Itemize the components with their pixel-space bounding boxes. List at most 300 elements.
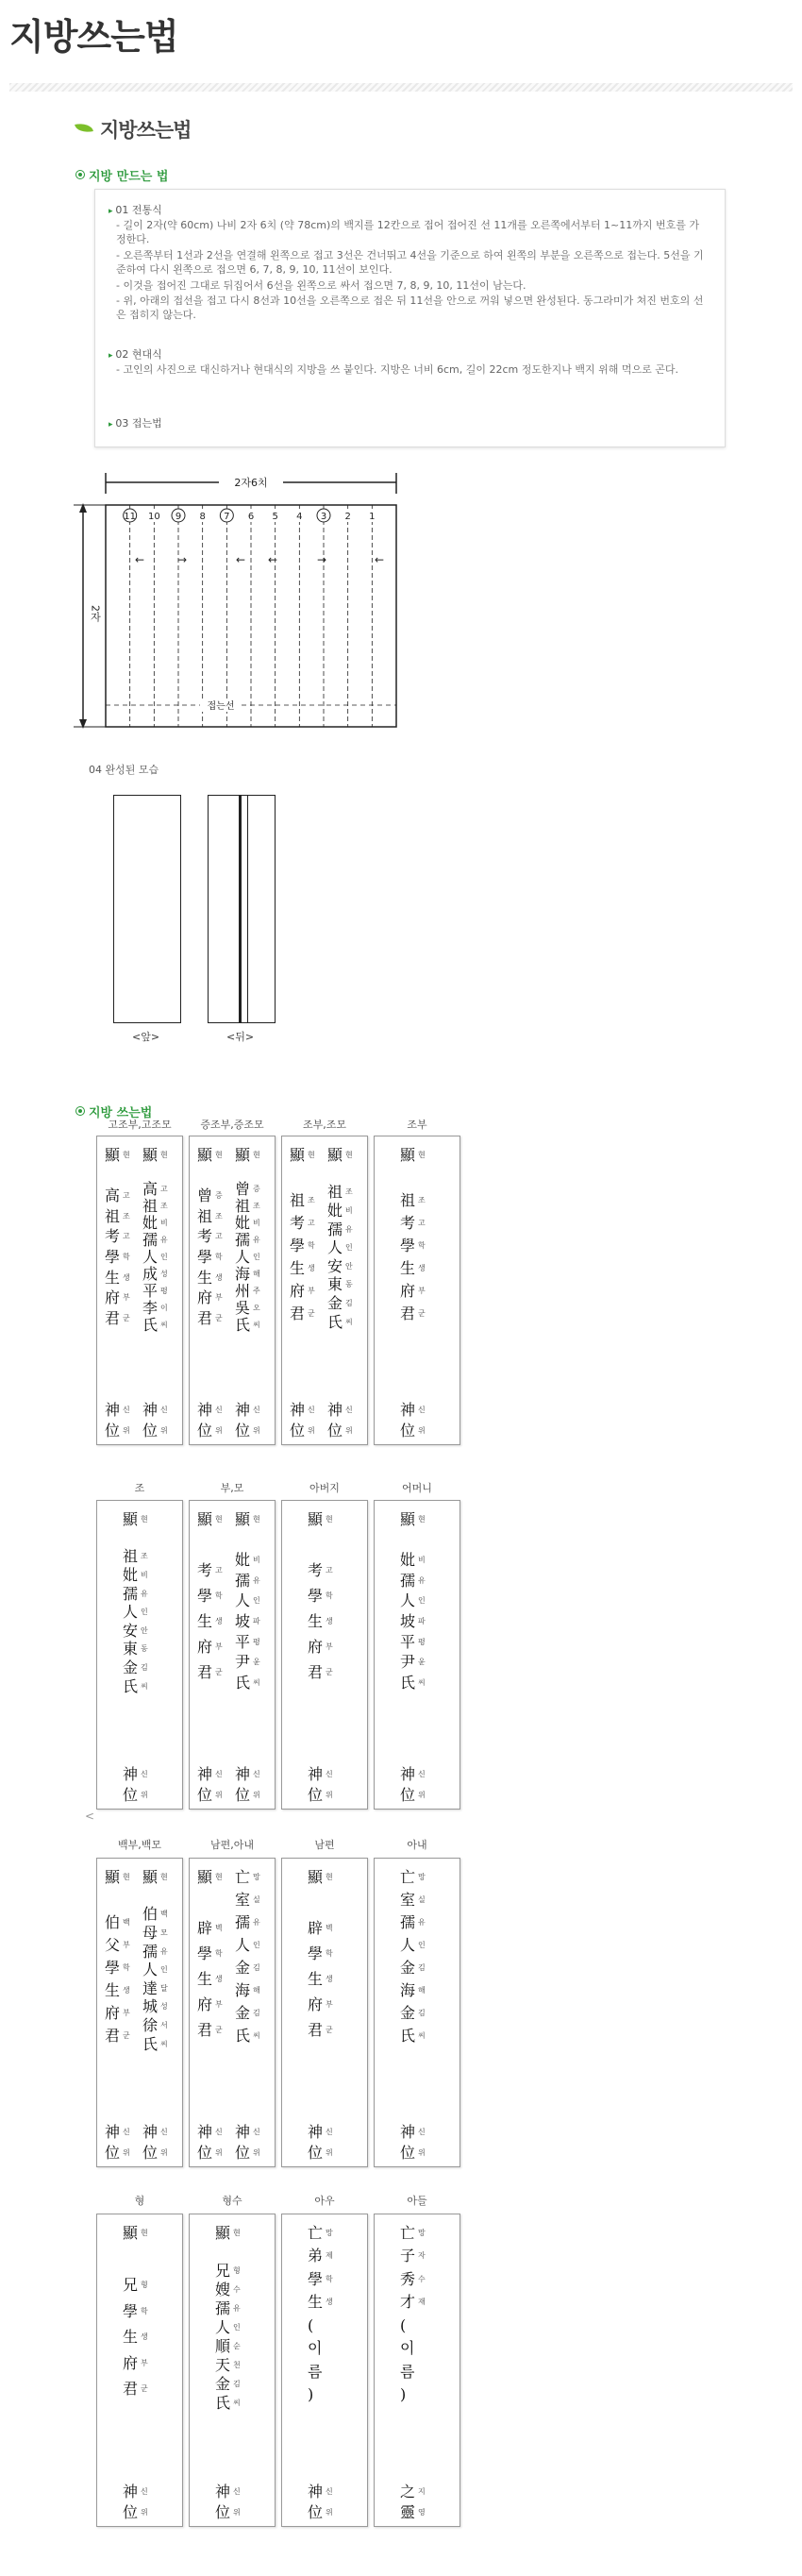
hanja-char: 이 [400,2339,415,2358]
tablet-cell [327,1257,361,1276]
hanja-char: 府 [105,1288,121,1307]
hangul-reading: 위 [418,1426,426,1435]
hangul-reading: 현 [123,1873,130,1881]
tablet-cell [105,1309,139,1328]
hanja-char: 孺 [400,1913,416,1931]
hangul-reading: 해 [418,1986,426,1995]
tablet-cell [400,2270,434,2289]
hangul-reading: 현 [326,1515,333,1524]
hangul-reading: 달 [160,1983,168,1993]
tablet-cell [197,1612,231,1631]
tablet-cell [308,1765,342,1784]
tablet-cell [400,1913,434,1932]
target-icon [75,170,85,179]
tablet-cell [105,2004,139,2023]
hanja-char: 子 [400,2247,416,2265]
hanja-char: 人 [142,1961,159,1979]
tablet-cell [235,1612,269,1631]
tablet-cell [308,2021,342,2040]
hangul-reading: 신 [418,1770,426,1778]
hangul-reading: 신 [233,2487,241,2496]
hangul-reading: 위 [326,1791,333,1799]
hangul-reading: 생 [326,1617,333,1625]
hangul-reading: 생 [418,1264,426,1272]
tablet-cell [123,2302,157,2321]
tablet-cell [235,2004,269,2023]
tablet-cell [308,2409,342,2428]
tablet-name: 조부 [407,1119,427,1131]
tablet-cell [197,1786,231,1805]
hanja-char: 府 [308,1638,324,1656]
hangul-reading: 신 [215,1770,223,1778]
hangul-reading: 형 [233,2266,241,2275]
hanja-char: 顯 [215,2224,231,2242]
hanja-char: 府 [105,2004,121,2022]
tablet-cell [197,1868,231,1887]
hanja-char: 人 [327,1238,343,1257]
tablet-cell [400,2224,434,2243]
tablet-cell [400,1191,434,1210]
height-label: 2자 [89,605,102,622]
hanja-char: 位 [400,2144,416,2162]
tablet-cell [197,1919,231,1938]
hangul-reading: 형 [141,2281,148,2289]
hanja-char: 祖 [327,1183,343,1202]
tablet-cell [400,1169,434,1187]
tablet-cell [400,1305,434,1323]
hangul-reading: 김 [233,2380,241,2388]
tablet-cell [327,1422,361,1440]
tablet-cell [290,1305,324,1323]
hanja-char: 神 [142,2123,159,2141]
hangul-reading: 망 [418,2229,426,2237]
hangul-reading: 위 [418,2148,426,2157]
hanja-char: 學 [197,1587,213,1605]
tablet-cell [400,1214,434,1233]
tablet-cell [215,2224,249,2243]
tablet [374,1500,460,1810]
tablet-cell [400,1653,434,1672]
hanja-char: 神 [123,2483,139,2500]
tablet-cell [105,1401,139,1420]
hanja-char: 吳 [235,1299,251,1317]
tablet-cell [215,2299,249,2318]
tablet-cell [197,1248,231,1267]
hanja-char: 學 [197,1248,213,1266]
hanja-char: 平 [400,1632,416,1651]
hangul-reading: 천 [233,2361,241,2369]
tablet-cell [400,1981,434,2000]
hangul-reading: 윤 [418,1658,426,1667]
tablet-cell [123,2406,157,2425]
tablet [189,1136,276,1445]
hangul-reading: 증 [253,1185,260,1193]
hanja-char: 高 [105,1187,121,1205]
hangul-reading: 신 [418,1406,426,1414]
complete-label: 04 완성된 모습 [89,764,159,776]
tablet-cell [215,2503,249,2522]
tablet-cell [400,1633,434,1652]
hanja-char: 神 [142,1401,159,1419]
tablet-cell [142,1163,176,1182]
hangul-reading: 씨 [418,1677,426,1687]
hangul-reading: 학 [326,1949,333,1958]
tablet-name: 형 [134,2195,145,2207]
hangul-reading: 유 [418,1918,426,1927]
hanja-char: 君 [197,1663,213,1681]
tablet-cell [123,1658,157,1677]
hanja-char: 金 [400,1959,416,1977]
hangul-reading: 현 [215,1873,223,1881]
hanja-char: 祖 [123,1547,139,1566]
hangul-reading: 신 [326,1770,333,1778]
tablet-cell [142,1197,176,1216]
tablet-cell [123,1547,157,1566]
tablet-cell [123,2354,157,2373]
hanja-char: 生 [105,1981,121,1999]
tablet-cell [105,2027,139,2046]
tablet-cell [105,1891,139,1910]
tablet-cell [400,1146,434,1165]
tablet-cell [327,1238,361,1257]
hanja-char: 孺 [142,1231,159,1249]
tablet-cell [235,2049,269,2068]
hangul-reading: 위 [345,1426,353,1435]
hanja-char: 位 [235,2144,251,2162]
hanja-char: 城 [142,1997,159,2016]
hanja-char: 州 [235,1282,251,1300]
hangul-reading: 백 [160,1910,168,1919]
hangul-reading: 고 [215,1232,223,1241]
hanja-char: 祖 [142,1197,159,1215]
tablet-cell [105,1422,139,1440]
hanja-char: 亡 [308,2224,324,2242]
tablet-cell [123,1695,157,1714]
hanja-char: 君 [308,1663,324,1681]
hanja-char: 海 [235,1265,251,1283]
tablet-name: 고조부,고조모 [108,1119,172,1131]
hangul-reading: 조 [418,1196,426,1204]
hanja-char: 顯 [105,1868,121,1886]
hangul-reading: 김 [141,1663,148,1673]
tablet-cell [235,2144,269,2163]
tablet-cell [105,1329,139,1348]
hangul-reading: 신 [215,2128,223,2136]
hanja-char: 顯 [308,1510,324,1528]
tablet-cell [290,1214,324,1233]
tablet [189,2214,276,2527]
hangul-reading: 안 [345,1261,353,1271]
hangul-reading: 유 [141,1589,148,1598]
tablet-cell [308,1894,342,1912]
tablet-cell [197,1561,231,1580]
hanja-char: 亡 [400,2224,416,2242]
tablet-cell [400,2144,434,2163]
hangul-reading: 현 [160,1873,168,1881]
tablet-cell [142,1924,176,1943]
hangul-reading: 조 [215,1211,223,1221]
folding-diagram [66,467,406,750]
tablet-cell [308,1561,342,1580]
hangul-reading: 군 [308,1309,315,1318]
tablet-cell [123,1529,157,1548]
tablet-cell [308,1919,342,1938]
tablet-cell [142,1282,176,1301]
hangul-reading: 조 [141,1552,148,1561]
tablet-cell [290,1146,324,1165]
tablet-cell [142,1401,176,1420]
hanja-char: 神 [235,1765,251,1783]
hangul-reading: 위 [253,1791,260,1799]
hanja-char: 顯 [400,1510,416,1528]
tablet-cell [197,1309,231,1328]
tablet-cell [197,1146,231,1165]
hangul-reading: 윤 [253,1658,260,1667]
hangul-reading: 해 [253,1270,260,1278]
hanja-char: 金 [235,1959,251,1977]
tablet-cell [400,1693,434,1712]
tablet-cell [215,2262,249,2281]
tablet-cell [235,1265,269,1284]
tablet-name: 부,모 [220,1482,244,1494]
hanja-char: 室 [235,1891,251,1909]
tablet-cell [400,1868,434,1887]
tablet-cell [235,1282,269,1301]
hangul-reading: 김 [418,2009,426,2017]
tablet-cell [197,1587,231,1606]
item-traditional-para-2: - 오른쪽부터 1선과 2선을 연결해 왼쪽으로 접고 3선은 건너뛰고 4선을 기준으로 하여 왼쪽의 부분을 오른쪽으로 접는다. 5선을 기준하여 다시 왼쪽으로 접으면 6, 7, 8, 9, 10, 11선이 보인다. [116,249,704,276]
tablet-cell [235,1163,269,1182]
hanja-char: 顯 [235,1146,251,1164]
tablet-cell [142,2053,176,2072]
leaf-icon [75,121,93,135]
tablet-cell [308,1612,342,1631]
hanja-char: 孺 [235,1571,251,1590]
hangul-reading: 현 [141,2229,148,2237]
hangul-reading: 위 [215,1426,223,1435]
tablet-cell [400,1282,434,1301]
chevron-left-icon: < [85,1810,95,1823]
hangul-reading: 군 [326,2026,333,2034]
tablet-cell [123,2483,157,2501]
hangul-reading: 위 [308,1426,315,1435]
tablet-cell [290,1282,324,1301]
tablet-cell [197,1187,231,1205]
hanja-char: 生 [308,1612,324,1630]
hanja-char: 君 [290,1305,306,1322]
hanja-char: 祖 [235,1197,251,1215]
tablet-cell [123,2503,157,2522]
tablet-cell [235,1231,269,1250]
tablet [189,1858,276,2167]
hanja-char: 辟 [308,1919,324,1937]
tablet-cell [142,1997,176,2016]
hanja-char: ) [308,2385,314,2404]
hangul-reading: 유 [253,1575,260,1585]
hangul-reading: 동 [141,1644,148,1654]
tablet-cell [215,2356,249,2375]
tablet-cell [123,1603,157,1622]
hanja-char: 妣 [327,1201,343,1220]
tablet-cell [327,1165,361,1184]
tablet-cell [142,1961,176,1979]
hangul-reading: 씨 [160,1321,168,1329]
hanja-char: 學 [105,1248,121,1266]
hanja-char: 神 [197,2123,213,2141]
fold-number: 6 [247,512,255,522]
tablet-cell [308,1868,342,1887]
hangul-reading: 생 [308,1264,315,1272]
make-info-box [94,189,726,447]
make-heading: 지방 만드는 법 [89,170,169,184]
tablet-cell [197,2123,231,2142]
tablet-cell [400,1551,434,1570]
hanja-char: 顯 [123,2224,139,2242]
hanja-char: 位 [215,2503,231,2521]
fold-number: 5 [272,512,278,522]
hangul-reading: 비 [160,1219,168,1227]
fold-number: 4 [296,512,303,522]
tablet-cell [105,1913,139,1932]
tablet-cell [290,1422,324,1440]
hangul-reading: 해 [253,1986,260,1995]
tablet-cell [105,2144,139,2163]
hangul-reading: 수 [233,2285,241,2294]
hanja-char: 生 [197,1612,213,1630]
tablet-cell [105,1146,139,1165]
tablet-cell [123,2380,157,2399]
tablet-cell [400,1531,434,1550]
tablet-cell [400,1327,434,1346]
fold-number: 3 [320,512,327,522]
item-modern-label: ▸ 02 현대식 [109,347,162,363]
tablet-cell [215,2375,249,2394]
write-heading: 지방 쓰는법 [89,1106,153,1120]
hangul-reading: 현 [123,1151,130,1159]
tablet-name: 형수 [222,2195,242,2207]
tablet-cell [308,1786,342,1805]
hanja-char: 學 [400,1237,416,1254]
tablet-cell [197,1689,231,1708]
hanja-char: 神 [400,1765,416,1783]
hanja-char: 考 [290,1214,306,1232]
hangul-reading: 현 [160,1151,168,1159]
hanja-char: 孺 [235,1231,251,1249]
tablet-cell [235,1531,269,1550]
hangul-reading: 씨 [253,2031,260,2040]
tablet-cell [123,1622,157,1641]
tablet-cell [308,1510,342,1529]
hanja-char: 尹 [235,1653,251,1672]
tablet-cell [142,1868,176,1887]
tablet-cell [308,2339,342,2358]
tablet-cell [327,1331,361,1350]
hangul-reading: 생 [326,1975,333,1983]
tablet-cell [235,1197,269,1216]
hangul-reading: 신 [123,1406,130,1414]
hanja-char: 神 [308,1765,324,1783]
hangul-reading: 유 [253,1236,260,1244]
tablet-cell [123,2224,157,2243]
tablet-cell [400,2503,434,2522]
hanja-char: 神 [308,2483,324,2500]
hangul-reading: 비 [253,1219,260,1227]
hangul-reading: 모 [160,1928,168,1937]
hangul-reading: 신 [326,2487,333,2496]
hanja-char: 神 [197,1401,213,1419]
hangul-reading: 위 [141,2508,148,2517]
tablet-cell [400,2004,434,2023]
hanja-char: 顯 [290,1146,306,1164]
hangul-reading: 유 [345,1224,353,1234]
hanja-char: 位 [308,2503,324,2521]
tablet [281,2214,368,2527]
hanja-char: 坡 [235,1612,251,1630]
hangul-reading: 평 [253,1637,260,1646]
hangul-reading: 유 [160,1946,168,1956]
hanja-char: 神 [235,1401,251,1419]
hangul-reading: 백 [123,1918,130,1927]
hangul-reading: 제 [326,2251,333,2261]
tablet-cell [400,1259,434,1278]
tablet-cell [105,2049,139,2068]
hanja-char: 生 [308,1970,324,1988]
tablet-cell [235,1936,269,1955]
hanja-char: 生 [197,1268,213,1287]
tablet-cell [142,2016,176,2035]
hangul-reading: 망 [418,1873,426,1881]
tablet-cell [197,1510,231,1529]
hanja-char: 顯 [308,1868,324,1886]
tablet-cell [235,1786,269,1805]
tablet-cell [308,1663,342,1682]
hangul-reading: 군 [418,1309,426,1318]
tablet-cell [235,1591,269,1610]
hanja-char: 生 [197,1970,213,1988]
tablet-cell [197,2046,231,2065]
tablet-cell [400,1237,434,1255]
hanja-char: 李 [142,1299,159,1317]
hanja-char: 學 [308,1945,324,1962]
hanja-char: 秀 [400,2269,416,2288]
hangul-reading: 신 [215,1406,223,1414]
tablet-cell [308,2270,342,2289]
hangul-reading: 현 [308,1151,315,1159]
tablet-name: 백부,백모 [117,1839,161,1851]
hangul-reading: 신 [418,2128,426,2136]
tablet-cell [142,1248,176,1267]
tablet-cell [197,1207,231,1226]
tablet-cell [235,1214,269,1233]
hanja-char: 位 [235,1786,251,1804]
tablet-cell [400,1891,434,1910]
tablet-cell [400,2363,434,2382]
hanja-char: 位 [105,1422,121,1440]
complete-back-caption: <뒤> [226,1031,255,1043]
hangul-reading: 신 [253,1770,260,1778]
hanja-char: 位 [308,1786,324,1804]
hanja-char: 金 [400,2004,416,2022]
hanja-char: 曾 [197,1187,213,1205]
tablet-cell [197,1167,231,1186]
hanja-char: 徐 [142,2016,159,2035]
tablet-cell [197,1995,231,2014]
svg-text:→: → [317,553,327,566]
hanja-char: 位 [400,1786,416,1804]
hangul-reading: 조 [123,1211,130,1221]
hanja-char: 考 [197,1561,213,1579]
hanja-char: 位 [290,1422,306,1440]
